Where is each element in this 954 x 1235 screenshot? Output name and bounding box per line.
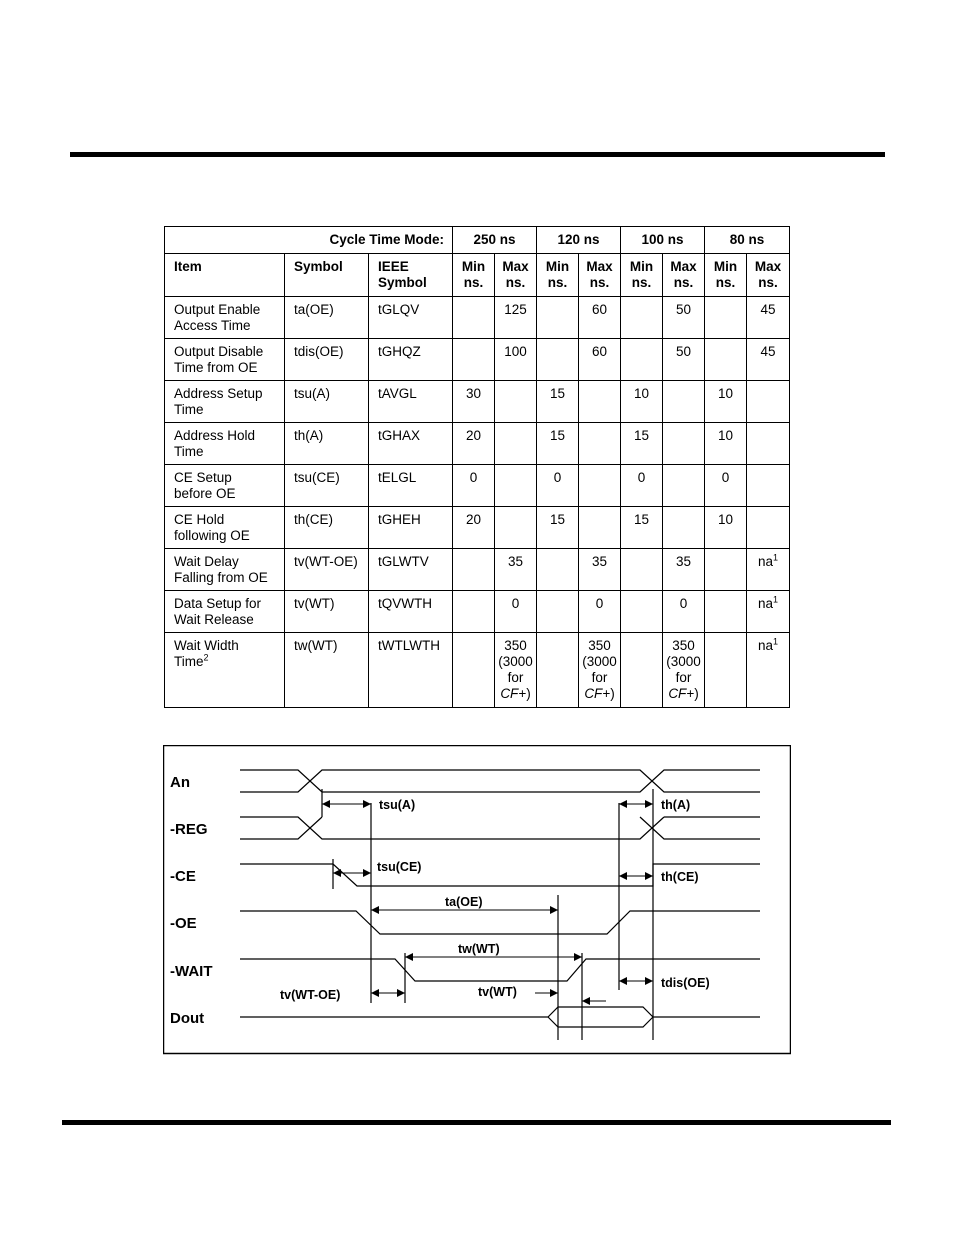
value-cell: 60 (592, 344, 608, 359)
timing-spec-table (164, 226, 790, 708)
value-cell: 10 (718, 428, 734, 443)
value-cell: 350 (3000 for CF+) (666, 638, 701, 701)
mode-120: 120 ns (557, 232, 600, 247)
value-cell (621, 633, 662, 641)
item-cell: CE Setup before OE (174, 470, 236, 501)
table-row (165, 297, 790, 339)
header-ieee: IEEE Symbol (378, 259, 427, 290)
symbol-cell: tsu(CE) (294, 470, 340, 485)
value-cell (747, 507, 789, 515)
value-cell (621, 549, 662, 557)
item-cell: Wait Delay Falling from OE (174, 554, 268, 585)
value-cell: 35 (508, 554, 524, 569)
value-cell (705, 297, 746, 305)
value-cell (453, 297, 494, 305)
value-cell (579, 423, 620, 431)
ieee-cell: tGHAX (378, 428, 421, 443)
value-cell: 20 (466, 512, 482, 527)
header-max: Max ns. (502, 259, 529, 290)
table-row (165, 633, 790, 708)
symbol-cell: tdis(OE) (294, 344, 344, 359)
header-min: Min ns. (713, 259, 738, 290)
ieee-cell: tGHEH (378, 512, 421, 527)
value-cell (621, 339, 662, 347)
value-cell (453, 633, 494, 641)
value-cell: 10 (634, 386, 650, 401)
table-row (165, 591, 790, 633)
value-cell (705, 339, 746, 347)
item-cell: CE Hold following OE (174, 512, 250, 543)
cycle-mode-label: Cycle Time Mode: (329, 232, 445, 247)
waveform-dout (240, 1007, 760, 1027)
signal-wait: -WAIT (170, 963, 213, 980)
item-cell: Output Disable Time from OE (174, 344, 264, 375)
value-cell: 50 (676, 344, 692, 359)
value-cell (537, 339, 578, 347)
value-cell: 35 (592, 554, 608, 569)
value-cell (621, 297, 662, 305)
value-cell (705, 549, 746, 557)
label-tv-wt-oe: tv(WT-OE) (280, 988, 341, 1002)
symbol-cell: tv(WT-OE) (294, 554, 358, 569)
value-cell: 15 (550, 512, 566, 527)
value-cell (579, 465, 620, 473)
signal-reg: -REG (170, 821, 208, 838)
table-row (165, 549, 790, 591)
value-cell (663, 465, 704, 473)
footer-rule (62, 1120, 891, 1125)
value-cell: 100 (504, 344, 527, 359)
header-symbol: Symbol (294, 259, 343, 274)
value-cell (495, 381, 536, 389)
item-cell: Address Setup Time (174, 386, 263, 417)
label-tsu-a: tsu(A) (379, 798, 416, 812)
symbol-cell: tw(WT) (294, 638, 338, 653)
header-min: Min ns. (545, 259, 570, 290)
symbol-cell: th(CE) (294, 512, 334, 527)
label-tsu-ce: tsu(CE) (377, 860, 422, 874)
waveform-an (240, 770, 760, 792)
value-cell: 20 (466, 428, 482, 443)
item-cell: Data Setup for Wait Release (174, 596, 262, 627)
label-th-a: th(A) (661, 798, 691, 812)
header-max: Max ns. (754, 259, 782, 290)
item-cell: Address Hold Time (174, 428, 256, 459)
value-cell (663, 423, 704, 431)
value-cell (537, 633, 578, 641)
value-cell: 15 (634, 512, 650, 527)
label-th-ce: th(CE) (661, 870, 699, 884)
value-cell (621, 591, 662, 599)
value-cell (663, 381, 704, 389)
cycle-mode-row (165, 227, 790, 254)
header-min: Min ns. (461, 259, 486, 290)
value-cell: 30 (466, 386, 482, 401)
value-cell: 50 (676, 302, 692, 317)
ieee-cell: tGLWTV (378, 554, 429, 569)
value-cell: 0 (469, 470, 478, 485)
value-cell: 60 (592, 302, 608, 317)
ieee-cell: tAVGL (378, 386, 417, 401)
value-cell: 45 (760, 344, 776, 359)
value-cell: 45 (760, 302, 776, 317)
ieee-cell: tELGL (378, 470, 417, 485)
value-cell: 0 (637, 470, 646, 485)
value-cell (495, 423, 536, 431)
value-cell: 0 (721, 470, 730, 485)
symbol-cell: tv(WT) (294, 596, 335, 611)
value-cell (537, 591, 578, 599)
value-cell (579, 507, 620, 515)
value-cell (705, 591, 746, 599)
mode-80: 80 ns (729, 232, 765, 247)
value-cell (747, 423, 789, 431)
value-cell: $na^1$ (757, 636, 779, 653)
label-ta-oe: ta(OE) (445, 895, 483, 909)
value-cell: $na^1$ (757, 552, 779, 569)
column-header-row (165, 254, 790, 297)
value-cell (453, 339, 494, 347)
value-cell: $na^1$ (757, 594, 779, 611)
header-max: Max ns. (670, 259, 697, 290)
signal-oe: -OE (170, 915, 197, 932)
value-cell (705, 633, 746, 641)
value-cell: 0 (679, 596, 688, 611)
signal-ce: -CE (170, 868, 196, 885)
item-cell: Output Enable Access Time (174, 302, 261, 333)
table-row (165, 507, 790, 549)
label-tw-wt: tw(WT) (458, 942, 500, 956)
value-cell (537, 297, 578, 305)
signal-dout: Dout (170, 1010, 205, 1027)
symbol-cell: th(A) (294, 428, 324, 443)
value-cell: 350 (3000 for CF+) (498, 638, 533, 701)
timing-diagram (163, 745, 791, 1055)
symbol-cell: ta(OE) (294, 302, 334, 317)
waveform-reg (240, 817, 760, 839)
table-row (165, 339, 790, 381)
mode-250: 250 ns (473, 232, 516, 247)
value-cell: 35 (676, 554, 692, 569)
value-cell: 15 (550, 386, 566, 401)
mode-100: 100 ns (641, 232, 684, 247)
value-cell: 10 (718, 386, 734, 401)
ieee-cell: tGLQV (378, 302, 420, 317)
value-cell (747, 465, 789, 473)
reference-lines (322, 789, 653, 1040)
value-cell (747, 381, 789, 389)
header-rule (70, 152, 885, 157)
table-row (165, 423, 790, 465)
value-cell: 15 (550, 428, 566, 443)
value-cell: 350 (3000 for CF+) (582, 638, 617, 701)
value-cell (537, 549, 578, 557)
table-row (165, 465, 790, 507)
header-item: Item (174, 259, 202, 274)
signal-an: An (170, 774, 190, 791)
item-cell: Wait Width Time$^2$ (174, 638, 239, 669)
waveform-oe (240, 911, 760, 934)
value-cell (453, 549, 494, 557)
header-max: Max ns. (586, 259, 613, 290)
ieee-cell: tWTLWTH (378, 638, 440, 653)
value-cell: 15 (634, 428, 650, 443)
value-cell: 125 (504, 302, 527, 317)
ieee-cell: tQVWTH (378, 596, 432, 611)
header-min: Min ns. (629, 259, 654, 290)
value-cell (663, 507, 704, 515)
value-cell (495, 507, 536, 515)
value-cell: 0 (511, 596, 520, 611)
table-row (165, 381, 790, 423)
value-cell: 0 (553, 470, 562, 485)
value-cell (579, 381, 620, 389)
symbol-cell: tsu(A) (294, 386, 331, 401)
value-cell: 10 (718, 512, 734, 527)
value-cell: 0 (595, 596, 604, 611)
value-cell (495, 465, 536, 473)
value-cell (453, 591, 494, 599)
label-tdis-oe: tdis(OE) (661, 976, 710, 990)
label-tv-wt: tv(WT) (478, 985, 517, 999)
ieee-cell: tGHQZ (378, 344, 421, 359)
